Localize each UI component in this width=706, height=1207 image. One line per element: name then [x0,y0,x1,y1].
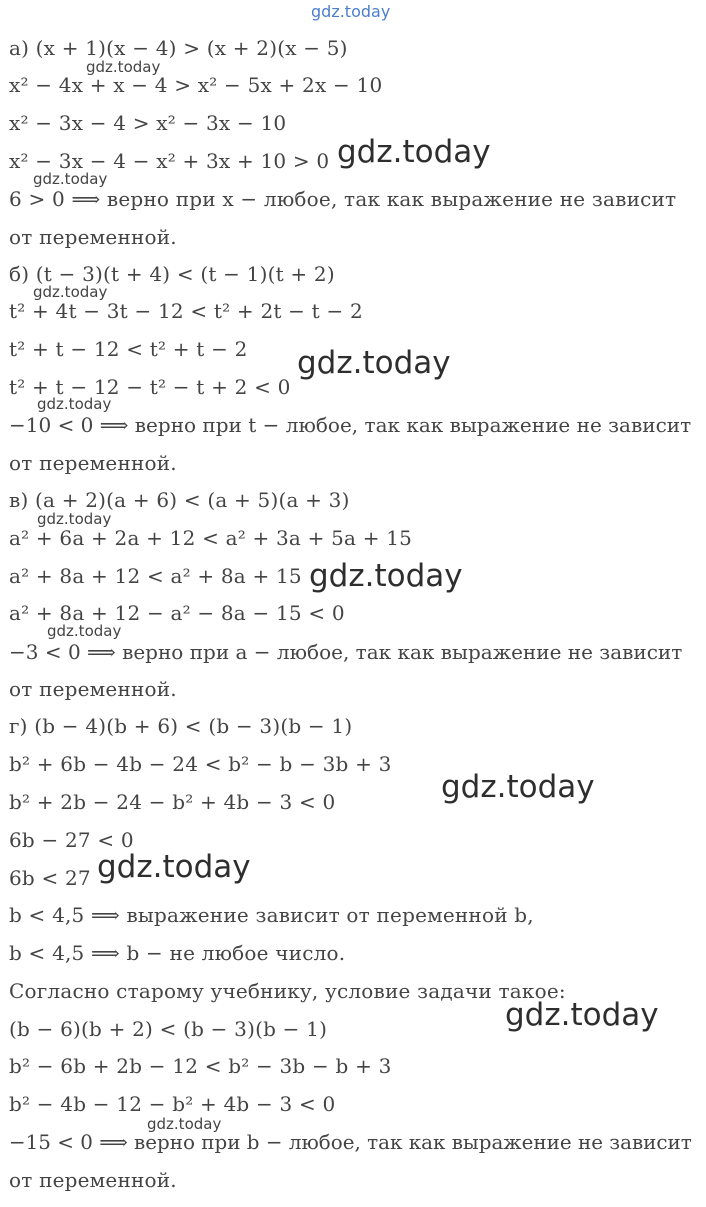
solution-line: от переменной. [9,225,177,249]
watermark-large: gdz.today [97,849,251,885]
solution-line: −3 < 0 ⟹ верно при a − любое, так как выражение не зависит [9,640,683,664]
solution-line: г) (b − 4)(b + 6) < (b − 3)(b − 1) [9,714,353,738]
solution-line: от переменной. [9,677,177,701]
solution-line: a² + 8a + 12 < a² + 8a + 15 [9,564,302,588]
solution-line: (b − 6)(b + 2) < (b − 3)(b − 1) [9,1017,328,1041]
solution-line: b < 4,5 ⟹ выражение зависит от переменной b, [9,903,534,927]
solution-line: x² − 4x + x − 4 > x² − 5x + 2x − 10 [9,73,383,97]
watermark-large: gdz.today [441,769,595,805]
solution-line: t² + 4t − 3t − 12 < t² + 2t − t − 2 [9,299,363,323]
solution-line: x² − 3x − 4 > x² − 3x − 10 [9,111,287,135]
watermark-small: gdz.today [37,510,112,528]
solution-line: a² + 6a + 2a + 12 < a² + 3a + 5a + 15 [9,526,413,550]
watermark-small: gdz.today [33,283,108,301]
solution-line: в) (a + 2)(a + 6) < (a + 5)(a + 3) [9,488,350,512]
solution-line: b² − 6b + 2b − 12 < b² − 3b − b + 3 [9,1054,392,1078]
solution-line: −15 < 0 ⟹ верно при b − любое, так как выражение не зависит [9,1130,692,1154]
solution-line: 6 > 0 ⟹ верно при x − любое, так как выражение не зависит [9,187,677,211]
watermark-large: gdz.today [505,997,659,1033]
watermark-large: gdz.today [297,345,451,381]
solution-line: t² + t − 12 < t² + t − 2 [9,337,248,361]
watermark-small: gdz.today [37,395,112,413]
watermark-large: gdz.today [309,558,463,594]
solution-line: от переменной. [9,1168,177,1192]
watermark-large: gdz.today [337,134,491,170]
solution-line: x² − 3x − 4 − x² + 3x + 10 > 0 [9,149,330,173]
solution-line: от переменной. [9,451,177,475]
solution-line: 6b − 27 < 0 [9,828,134,852]
solution-line: а) (x + 1)(x − 4) > (x + 2)(x − 5) [9,36,348,60]
solution-line: −10 < 0 ⟹ верно при t − любое, так как выражение не зависит [9,413,692,437]
solution-line: b² + 6b − 4b − 24 < b² − b − 3b + 3 [9,752,392,776]
solution-line: a² + 8a + 12 − a² − 8a − 15 < 0 [9,601,345,625]
solution-line: b < 4,5 ⟹ b − не любое число. [9,941,346,965]
watermark-small: gdz.today [86,58,161,76]
solution-line: б) (t − 3)(t + 4) < (t − 1)(t + 2) [9,262,335,286]
solution-line: b² − 4b − 12 − b² + 4b − 3 < 0 [9,1092,336,1116]
watermark-top: gdz.today [311,2,391,21]
solution-line: b² + 2b − 24 − b² + 4b − 3 < 0 [9,790,336,814]
watermark-small: gdz.today [147,1115,222,1133]
solution-line: 6b < 27 [9,866,91,890]
solution-line: t² + t − 12 − t² − t + 2 < 0 [9,375,291,399]
solution-line: Согласно старому учебнику, условие задачи такое: [9,979,566,1003]
watermark-small: gdz.today [47,622,122,640]
watermark-small: gdz.today [33,170,108,188]
